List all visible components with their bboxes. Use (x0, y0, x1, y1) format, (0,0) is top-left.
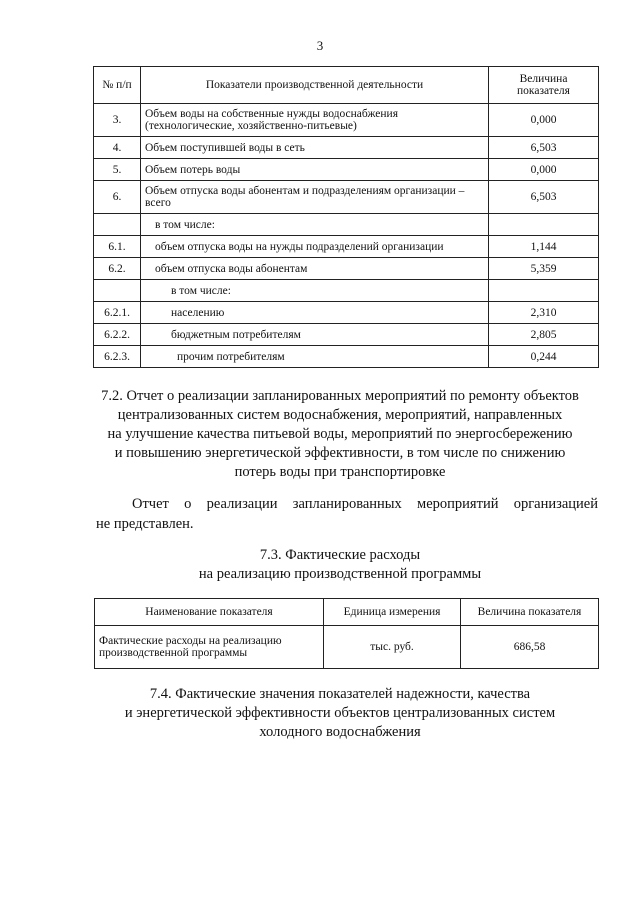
table-row (94, 236, 599, 258)
row-number: 6.2. (94, 258, 141, 280)
table-row (94, 258, 599, 280)
row-number: 6. (94, 181, 141, 214)
production-indicators-table (93, 66, 599, 368)
row-number: 6.2.2. (94, 324, 141, 346)
row-value: 5,359 (489, 258, 599, 280)
section-7-2-text (96, 494, 598, 534)
section-7-2-title-line: потерь воды при транспортировке (234, 464, 446, 480)
table-row (94, 324, 599, 346)
row-value: 1,144 (489, 236, 599, 258)
table-header-row (94, 67, 599, 104)
header-value: Величина показателя (461, 599, 599, 626)
table-row (94, 181, 599, 214)
header-name: Наименование показателя (95, 599, 324, 626)
row-number: 3. (94, 104, 141, 137)
actual-expenses-table (94, 598, 599, 669)
header-indicator: Показатели производственной деятельности (141, 67, 489, 104)
section-7-4-title-line: 7.4. Фактические значения показателей надежности, качества (149, 686, 531, 702)
table-body (94, 104, 599, 368)
row-value: 0,000 (489, 159, 599, 181)
row-number: 6.2.1. (94, 302, 141, 324)
row-value: 2,805 (489, 324, 599, 346)
row-number: 4. (94, 137, 141, 159)
section-7-4-title-line: и энергетической эффективности объектов централизованных систем (124, 705, 556, 721)
row-value (489, 280, 599, 302)
section-7-2-text-line: не представлен. (96, 516, 194, 532)
row-value: 0,244 (489, 346, 599, 368)
row-label: Объем потерь воды (141, 159, 489, 181)
section-7-2-title-line: на улучшение качества питьевой воды, мероприятий по энергосбережению (107, 426, 573, 442)
row-value: 6,503 (489, 137, 599, 159)
row-value (489, 214, 599, 236)
row-label: в том числе: (141, 214, 489, 236)
row-number: 6.2.3. (94, 346, 141, 368)
section-7-3-title-line: на реализацию производственной программы (198, 566, 482, 582)
table-row (94, 346, 599, 368)
row-label: в том числе: (141, 280, 489, 302)
table-row (94, 280, 599, 302)
table-row (94, 137, 599, 159)
row-label: прочим потребителям (141, 346, 489, 368)
row-label: Объем воды на собственные нужды водоснабжения (технологические, хозяйственно-питьевые) (141, 104, 489, 137)
table-row (94, 104, 599, 137)
header-value: Величина показателя (489, 67, 599, 104)
row-label: Объем поступившей воды в сеть (141, 137, 489, 159)
section-7-2-title (60, 387, 620, 482)
section-7-2-title-line: централизованных систем водоснабжения, мероприятий, направленных (117, 407, 563, 423)
row-number: 5. (94, 159, 141, 181)
table-header-row (95, 599, 599, 626)
row-label: объем отпуска воды абонентам (141, 258, 489, 280)
section-7-2-text-line: Отчет о реализации запланированных мероприятий организацией (132, 496, 598, 512)
section-7-2-title-line: и повышению энергетической эффективности, в том числе по снижению (114, 445, 566, 461)
section-7-4-title-line: холодного водоснабжения (259, 724, 421, 740)
row-number (94, 280, 141, 302)
header-unit: Единица измерения (324, 599, 461, 626)
row-value: 0,000 (489, 104, 599, 137)
table-row (94, 302, 599, 324)
section-7-3-title-line: 7.3. Фактические расходы (259, 547, 421, 563)
header-number: № п/п (94, 67, 141, 104)
row-label: бюджетным потребителям (141, 324, 489, 346)
section-7-4-title (60, 685, 620, 742)
row-label: объем отпуска воды на нужды подразделений организации (141, 236, 489, 258)
row-value: 2,310 (489, 302, 599, 324)
page-number: 3 (316, 38, 324, 53)
row-number: 6.1. (94, 236, 141, 258)
row-number (94, 214, 141, 236)
row-label: населению (141, 302, 489, 324)
row-label: Объем отпуска воды абонентам и подразделениям организации – всего (141, 181, 489, 214)
table-row (94, 159, 599, 181)
section-7-3-title (60, 546, 620, 584)
row-value: 6,503 (489, 181, 599, 214)
table-row (95, 626, 599, 669)
expense-value: 686,58 (461, 626, 599, 669)
expense-name: Фактические расходы на реализацию производственной программы (95, 626, 324, 669)
table-row (94, 214, 599, 236)
section-7-2-title-line: 7.2. Отчет о реализации запланированных мероприятий по ремонту объектов (101, 388, 579, 404)
expense-unit: тыс. руб. (324, 626, 461, 669)
